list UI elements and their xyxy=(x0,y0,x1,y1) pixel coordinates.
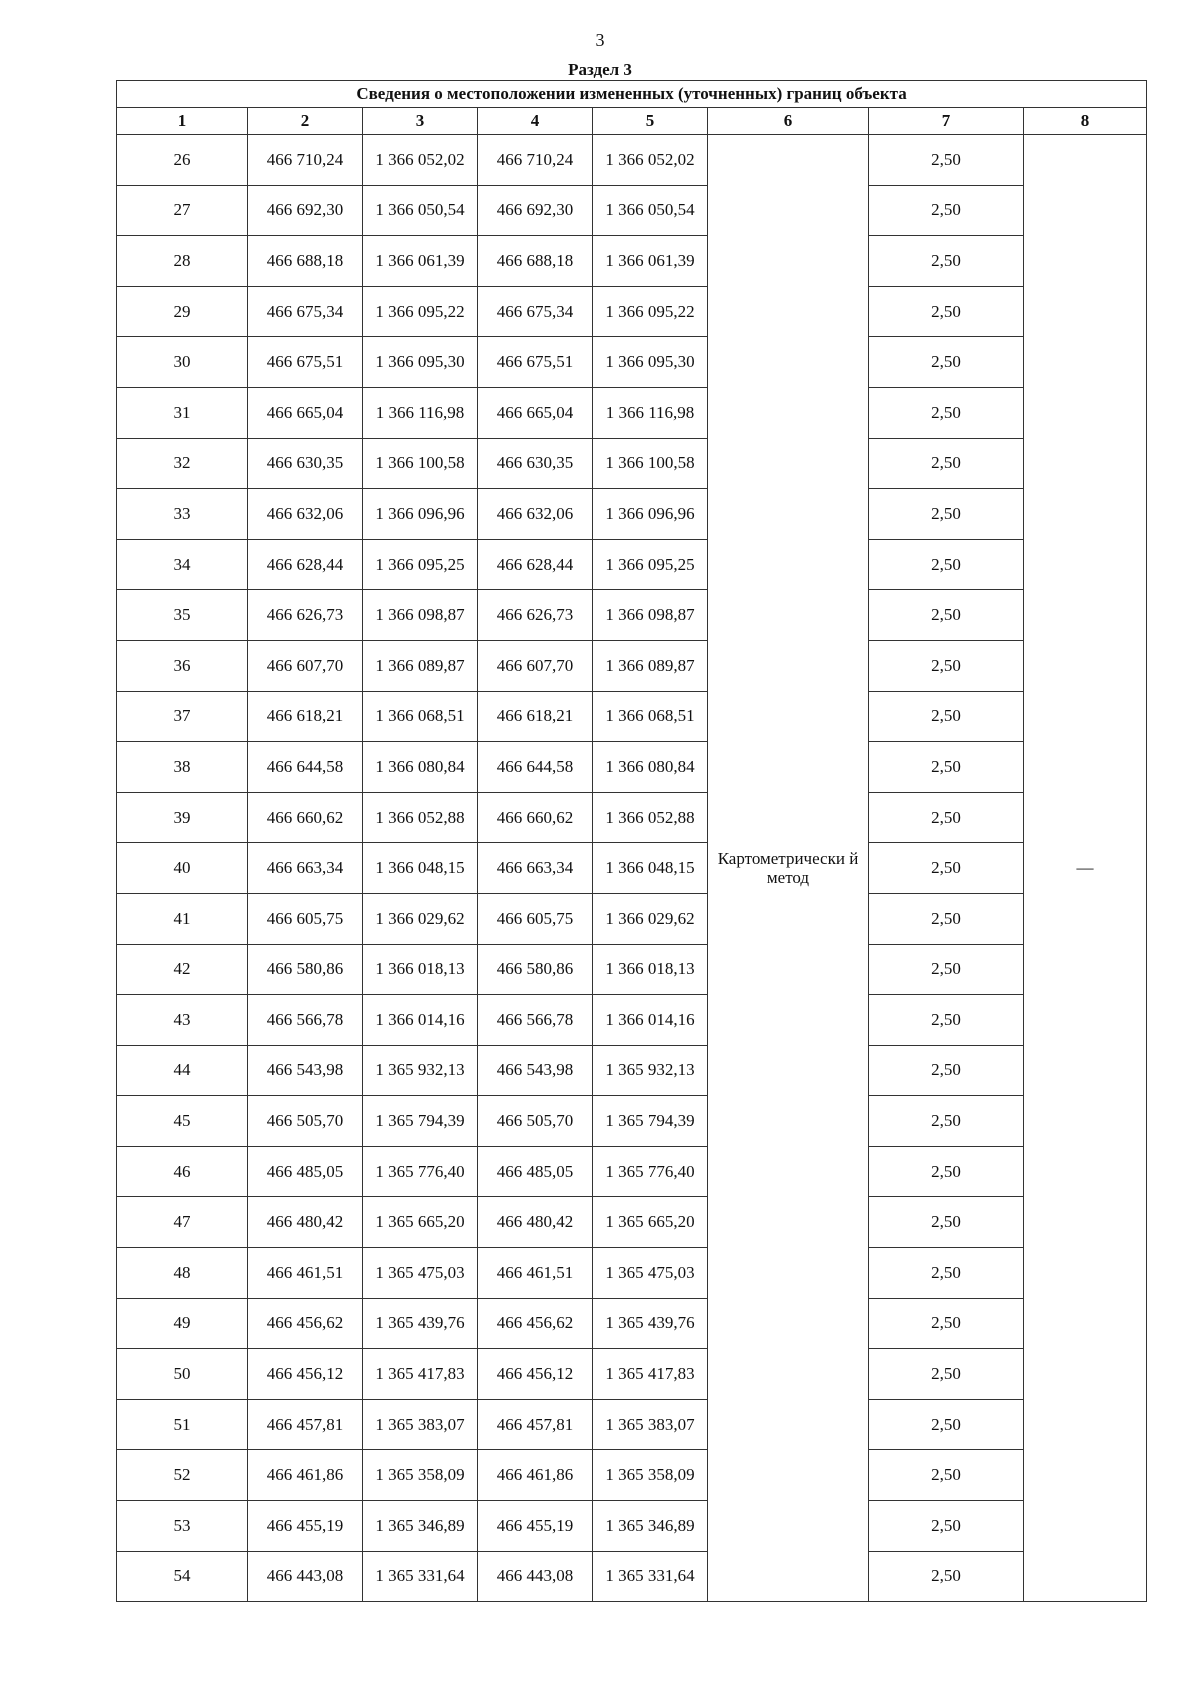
y-existing-cell: 1 366 029,62 xyxy=(363,893,478,944)
x-new-cell: 466 618,21 xyxy=(478,691,593,742)
x-existing-cell: 466 607,70 xyxy=(248,640,363,691)
table-row xyxy=(117,995,1147,1046)
x-new-cell: 466 688,18 xyxy=(478,236,593,287)
y-existing-cell: 1 366 080,84 xyxy=(363,742,478,793)
section-title: Раздел 3 xyxy=(568,60,632,79)
point-number-cell: 37 xyxy=(117,691,248,742)
accuracy-cell: 2,50 xyxy=(869,489,1024,540)
y-new-cell: 1 366 100,58 xyxy=(593,438,708,489)
point-number-cell: 49 xyxy=(117,1298,248,1349)
y-new-cell: 1 366 052,02 xyxy=(593,135,708,186)
accuracy-cell: 2,50 xyxy=(869,438,1024,489)
y-new-cell: 1 365 475,03 xyxy=(593,1248,708,1299)
y-new-cell: 1 366 098,87 xyxy=(593,590,708,641)
y-existing-cell: 1 365 439,76 xyxy=(363,1298,478,1349)
y-new-cell: 1 366 014,16 xyxy=(593,995,708,1046)
x-new-cell: 466 607,70 xyxy=(478,640,593,691)
table-row xyxy=(117,135,1147,186)
accuracy-cell: 2,50 xyxy=(869,1399,1024,1450)
x-new-cell: 466 461,86 xyxy=(478,1450,593,1501)
y-new-cell: 1 365 358,09 xyxy=(593,1450,708,1501)
x-existing-cell: 466 455,19 xyxy=(248,1501,363,1552)
x-new-cell: 466 626,73 xyxy=(478,590,593,641)
x-existing-cell: 466 566,78 xyxy=(248,995,363,1046)
x-new-cell: 466 675,51 xyxy=(478,337,593,388)
y-new-cell: 1 366 061,39 xyxy=(593,236,708,287)
x-existing-cell: 466 626,73 xyxy=(248,590,363,641)
x-existing-cell: 466 688,18 xyxy=(248,236,363,287)
table-row xyxy=(117,1349,1147,1400)
point-number-cell: 44 xyxy=(117,1045,248,1096)
table-row xyxy=(117,337,1147,388)
point-number-cell: 30 xyxy=(117,337,248,388)
point-number-cell: 35 xyxy=(117,590,248,641)
y-new-cell: 1 366 096,96 xyxy=(593,489,708,540)
accuracy-cell: 2,50 xyxy=(869,185,1024,236)
table-row xyxy=(117,792,1147,843)
x-new-cell: 466 675,34 xyxy=(478,286,593,337)
y-new-cell: 1 366 095,30 xyxy=(593,337,708,388)
point-number-cell: 48 xyxy=(117,1248,248,1299)
column-8-cell: — xyxy=(1024,135,1147,1602)
x-new-cell: 466 630,35 xyxy=(478,438,593,489)
point-number-cell: 53 xyxy=(117,1501,248,1552)
table-row xyxy=(117,1045,1147,1096)
y-existing-cell: 1 365 331,64 xyxy=(363,1551,478,1602)
point-number-cell: 32 xyxy=(117,438,248,489)
x-new-cell: 466 660,62 xyxy=(478,792,593,843)
table-row xyxy=(117,286,1147,337)
y-existing-cell: 1 366 095,25 xyxy=(363,539,478,590)
table-row xyxy=(117,438,1147,489)
y-new-cell: 1 366 116,98 xyxy=(593,387,708,438)
x-existing-cell: 466 543,98 xyxy=(248,1045,363,1096)
y-existing-cell: 1 365 383,07 xyxy=(363,1399,478,1450)
table-row xyxy=(117,236,1147,287)
y-new-cell: 1 365 665,20 xyxy=(593,1197,708,1248)
table-row xyxy=(117,489,1147,540)
table-row xyxy=(117,185,1147,236)
accuracy-cell: 2,50 xyxy=(869,590,1024,641)
y-existing-cell: 1 365 417,83 xyxy=(363,1349,478,1400)
point-number-cell: 26 xyxy=(117,135,248,186)
page-number: 3 xyxy=(595,30,605,50)
y-existing-cell: 1 365 475,03 xyxy=(363,1248,478,1299)
x-existing-cell: 466 618,21 xyxy=(248,691,363,742)
x-existing-cell: 466 461,86 xyxy=(248,1450,363,1501)
y-existing-cell: 1 366 048,15 xyxy=(363,843,478,894)
x-new-cell: 466 665,04 xyxy=(478,387,593,438)
x-existing-cell: 466 580,86 xyxy=(248,944,363,995)
x-new-cell: 466 456,12 xyxy=(478,1349,593,1400)
y-new-cell: 1 366 018,13 xyxy=(593,944,708,995)
y-new-cell: 1 366 095,25 xyxy=(593,539,708,590)
point-number-cell: 29 xyxy=(117,286,248,337)
point-number-cell: 52 xyxy=(117,1450,248,1501)
table-row xyxy=(117,1501,1147,1552)
x-existing-cell: 466 632,06 xyxy=(248,489,363,540)
table-row xyxy=(117,590,1147,641)
column-header-1: 1 xyxy=(117,108,248,135)
y-new-cell: 1 366 052,88 xyxy=(593,792,708,843)
accuracy-cell: 2,50 xyxy=(869,995,1024,1046)
y-existing-cell: 1 366 068,51 xyxy=(363,691,478,742)
table-row xyxy=(117,944,1147,995)
method-cell: Картометрически й метод xyxy=(708,135,869,1602)
x-new-cell: 466 628,44 xyxy=(478,539,593,590)
x-existing-cell: 466 485,05 xyxy=(248,1146,363,1197)
y-new-cell: 1 365 383,07 xyxy=(593,1399,708,1450)
table-row xyxy=(117,893,1147,944)
x-new-cell: 466 443,08 xyxy=(478,1551,593,1602)
y-new-cell: 1 366 050,54 xyxy=(593,185,708,236)
accuracy-cell: 2,50 xyxy=(869,387,1024,438)
accuracy-cell: 2,50 xyxy=(869,1146,1024,1197)
point-number-cell: 27 xyxy=(117,185,248,236)
accuracy-cell: 2,50 xyxy=(869,944,1024,995)
accuracy-cell: 2,50 xyxy=(869,640,1024,691)
y-existing-cell: 1 366 098,87 xyxy=(363,590,478,641)
x-new-cell: 466 455,19 xyxy=(478,1501,593,1552)
y-existing-cell: 1 366 052,02 xyxy=(363,135,478,186)
y-existing-cell: 1 365 932,13 xyxy=(363,1045,478,1096)
column-header-8: 8 xyxy=(1024,108,1147,135)
x-new-cell: 466 710,24 xyxy=(478,135,593,186)
table-row xyxy=(117,1096,1147,1147)
accuracy-cell: 2,50 xyxy=(869,1248,1024,1299)
table-row xyxy=(117,539,1147,590)
x-existing-cell: 466 675,34 xyxy=(248,286,363,337)
accuracy-cell: 2,50 xyxy=(869,691,1024,742)
y-new-cell: 1 366 068,51 xyxy=(593,691,708,742)
boundary-coordinates-table xyxy=(116,80,1147,1602)
x-new-cell: 466 505,70 xyxy=(478,1096,593,1147)
y-new-cell: 1 365 932,13 xyxy=(593,1045,708,1096)
accuracy-cell: 2,50 xyxy=(869,337,1024,388)
table-row xyxy=(117,640,1147,691)
accuracy-cell: 2,50 xyxy=(869,1450,1024,1501)
accuracy-cell: 2,50 xyxy=(869,135,1024,186)
x-existing-cell: 466 663,34 xyxy=(248,843,363,894)
x-existing-cell: 466 628,44 xyxy=(248,539,363,590)
accuracy-cell: 2,50 xyxy=(869,286,1024,337)
point-number-cell: 45 xyxy=(117,1096,248,1147)
table-row xyxy=(117,387,1147,438)
point-number-cell: 31 xyxy=(117,387,248,438)
accuracy-cell: 2,50 xyxy=(869,742,1024,793)
x-new-cell: 466 566,78 xyxy=(478,995,593,1046)
x-new-cell: 466 692,30 xyxy=(478,185,593,236)
point-number-cell: 51 xyxy=(117,1399,248,1450)
table-row xyxy=(117,1248,1147,1299)
accuracy-cell: 2,50 xyxy=(869,1197,1024,1248)
column-header-5: 5 xyxy=(593,108,708,135)
table-row xyxy=(117,1298,1147,1349)
x-new-cell: 466 644,58 xyxy=(478,742,593,793)
column-header-4: 4 xyxy=(478,108,593,135)
table-caption: Сведения о местоположении измененных (уточненных) границ объекта xyxy=(117,81,1147,108)
point-number-cell: 33 xyxy=(117,489,248,540)
accuracy-cell: 2,50 xyxy=(869,1349,1024,1400)
accuracy-cell: 2,50 xyxy=(869,893,1024,944)
x-existing-cell: 466 456,62 xyxy=(248,1298,363,1349)
x-new-cell: 466 457,81 xyxy=(478,1399,593,1450)
table-row xyxy=(117,1399,1147,1450)
table-row xyxy=(117,1551,1147,1602)
point-number-cell: 43 xyxy=(117,995,248,1046)
point-number-cell: 47 xyxy=(117,1197,248,1248)
column-header-7: 7 xyxy=(869,108,1024,135)
x-new-cell: 466 632,06 xyxy=(478,489,593,540)
y-new-cell: 1 365 776,40 xyxy=(593,1146,708,1197)
x-existing-cell: 466 457,81 xyxy=(248,1399,363,1450)
y-new-cell: 1 365 794,39 xyxy=(593,1096,708,1147)
x-existing-cell: 466 630,35 xyxy=(248,438,363,489)
point-number-cell: 38 xyxy=(117,742,248,793)
x-new-cell: 466 605,75 xyxy=(478,893,593,944)
x-existing-cell: 466 443,08 xyxy=(248,1551,363,1602)
table-row xyxy=(117,691,1147,742)
table-row xyxy=(117,1450,1147,1501)
y-new-cell: 1 365 439,76 xyxy=(593,1298,708,1349)
point-number-cell: 41 xyxy=(117,893,248,944)
table-row xyxy=(117,1146,1147,1197)
column-header-6: 6 xyxy=(708,108,869,135)
y-existing-cell: 1 366 018,13 xyxy=(363,944,478,995)
x-existing-cell: 466 456,12 xyxy=(248,1349,363,1400)
column-header-3: 3 xyxy=(363,108,478,135)
x-new-cell: 466 543,98 xyxy=(478,1045,593,1096)
x-new-cell: 466 480,42 xyxy=(478,1197,593,1248)
y-existing-cell: 1 366 095,22 xyxy=(363,286,478,337)
x-existing-cell: 466 644,58 xyxy=(248,742,363,793)
y-new-cell: 1 366 095,22 xyxy=(593,286,708,337)
y-existing-cell: 1 365 776,40 xyxy=(363,1146,478,1197)
y-new-cell: 1 366 089,87 xyxy=(593,640,708,691)
y-new-cell: 1 366 029,62 xyxy=(593,893,708,944)
accuracy-cell: 2,50 xyxy=(869,1045,1024,1096)
point-number-cell: 42 xyxy=(117,944,248,995)
y-existing-cell: 1 366 061,39 xyxy=(363,236,478,287)
y-existing-cell: 1 366 050,54 xyxy=(363,185,478,236)
table-row xyxy=(117,1197,1147,1248)
y-existing-cell: 1 365 794,39 xyxy=(363,1096,478,1147)
y-new-cell: 1 365 331,64 xyxy=(593,1551,708,1602)
point-number-cell: 39 xyxy=(117,792,248,843)
y-existing-cell: 1 366 095,30 xyxy=(363,337,478,388)
x-new-cell: 466 485,05 xyxy=(478,1146,593,1197)
y-new-cell: 1 365 417,83 xyxy=(593,1349,708,1400)
x-existing-cell: 466 605,75 xyxy=(248,893,363,944)
table-row xyxy=(117,742,1147,793)
accuracy-cell: 2,50 xyxy=(869,792,1024,843)
y-existing-cell: 1 366 089,87 xyxy=(363,640,478,691)
y-existing-cell: 1 366 096,96 xyxy=(363,489,478,540)
point-number-cell: 40 xyxy=(117,843,248,894)
point-number-cell: 46 xyxy=(117,1146,248,1197)
y-existing-cell: 1 365 358,09 xyxy=(363,1450,478,1501)
x-existing-cell: 466 710,24 xyxy=(248,135,363,186)
x-existing-cell: 466 692,30 xyxy=(248,185,363,236)
x-existing-cell: 466 660,62 xyxy=(248,792,363,843)
x-new-cell: 466 456,62 xyxy=(478,1298,593,1349)
accuracy-cell: 2,50 xyxy=(869,1501,1024,1552)
point-number-cell: 54 xyxy=(117,1551,248,1602)
accuracy-cell: 2,50 xyxy=(869,236,1024,287)
y-existing-cell: 1 366 014,16 xyxy=(363,995,478,1046)
y-existing-cell: 1 365 346,89 xyxy=(363,1501,478,1552)
accuracy-cell: 2,50 xyxy=(869,1551,1024,1602)
x-existing-cell: 466 480,42 xyxy=(248,1197,363,1248)
column-header-2: 2 xyxy=(248,108,363,135)
y-new-cell: 1 366 080,84 xyxy=(593,742,708,793)
x-existing-cell: 466 665,04 xyxy=(248,387,363,438)
point-number-cell: 34 xyxy=(117,539,248,590)
x-new-cell: 466 663,34 xyxy=(478,843,593,894)
accuracy-cell: 2,50 xyxy=(869,1096,1024,1147)
y-new-cell: 1 365 346,89 xyxy=(593,1501,708,1552)
table-row xyxy=(117,843,1147,894)
accuracy-cell: 2,50 xyxy=(869,1298,1024,1349)
accuracy-cell: 2,50 xyxy=(869,843,1024,894)
y-existing-cell: 1 365 665,20 xyxy=(363,1197,478,1248)
y-new-cell: 1 366 048,15 xyxy=(593,843,708,894)
point-number-cell: 50 xyxy=(117,1349,248,1400)
point-number-cell: 28 xyxy=(117,236,248,287)
point-number-cell: 36 xyxy=(117,640,248,691)
y-existing-cell: 1 366 100,58 xyxy=(363,438,478,489)
y-existing-cell: 1 366 116,98 xyxy=(363,387,478,438)
x-existing-cell: 466 675,51 xyxy=(248,337,363,388)
x-existing-cell: 466 505,70 xyxy=(248,1096,363,1147)
y-existing-cell: 1 366 052,88 xyxy=(363,792,478,843)
x-existing-cell: 466 461,51 xyxy=(248,1248,363,1299)
accuracy-cell: 2,50 xyxy=(869,539,1024,590)
x-new-cell: 466 580,86 xyxy=(478,944,593,995)
x-new-cell: 466 461,51 xyxy=(478,1248,593,1299)
